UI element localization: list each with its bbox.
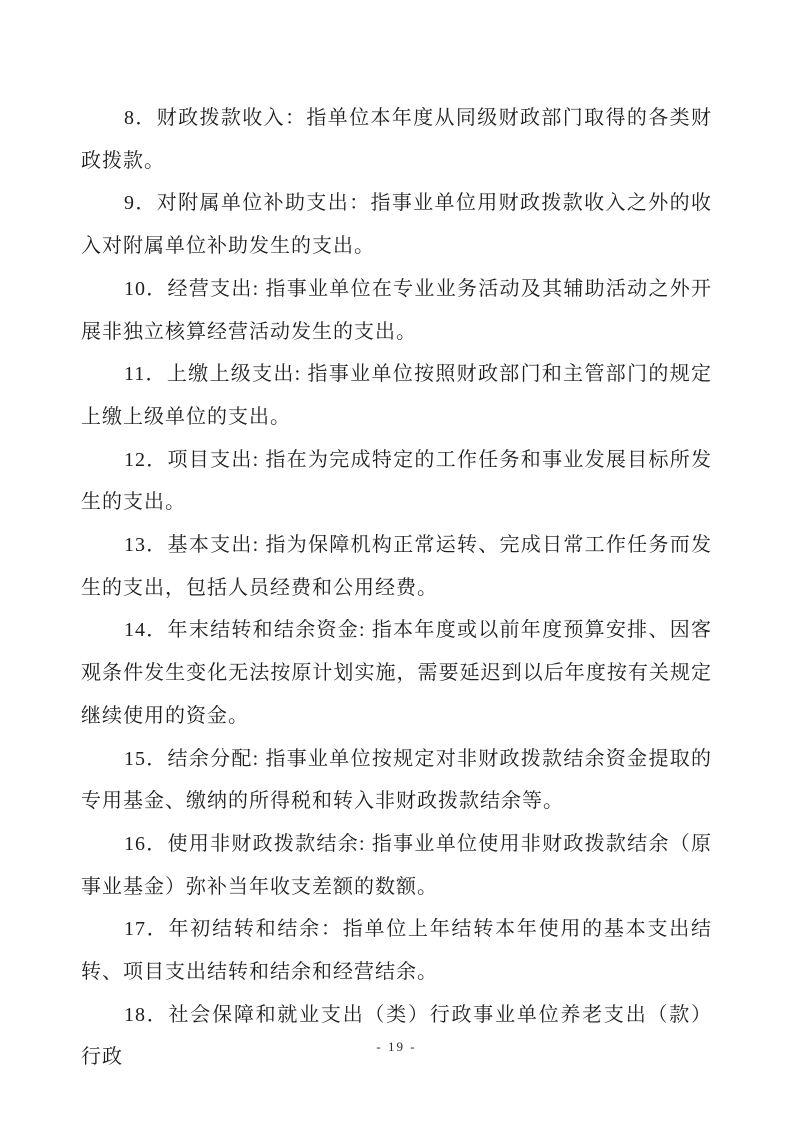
definition-paragraph-15: 15．结余分配: 指事业单位按规定对非财政拨款结余资金提取的专用基金、缴纳的所得税和转入非财政拨款结余等。 [81,747,712,813]
definition-paragraph-17: 17．年初结转和结余：指单位上年结转本年使用的基本支出结转、项目支出结转和结余和经营结余。 [81,918,712,984]
document-body [81,97,712,1079]
definition-paragraph-8: 8．财政拨款收入：指单位本年度从同级财政部门取得的各类财政拨款。 [81,107,712,172]
definition-paragraph-11: 11．上缴上级支出: 指事业单位按照财政部门和主管部门的规定上缴上级单位的支出。 [81,363,712,428]
definition-paragraph-10: 10．经营支出: 指事业单位在专业业务活动及其辅助活动之外开展非独立核算经营活动发生的支出。 [81,277,712,343]
definition-paragraph-12: 12．项目支出: 指在为完成特定的工作任务和事业发展目标所发生的支出。 [81,448,712,514]
definition-paragraph-14: 14．年末结转和结余资金: 指本年度或以前年度预算安排、因客观条件发生变化无法按原计划实施，需要延迟到以后年度按有关规定继续使用的资金。 [81,619,712,727]
page-footer [0,1038,793,1056]
definition-paragraph-18: 18．社会保障和就业支出（类）行政事业单位养老支出（款）行政 [81,1003,712,1069]
definition-paragraph-13: 13．基本支出: 指为保障机构正常运转、完成日常工作任务而发生的支出，包括人员经费和公用经费。 [81,534,712,599]
definition-paragraph-16: 16．使用非财政拨款结余: 指事业单位使用非财政拨款结余（原事业基金）弥补当年收支差额的数额。 [81,832,712,898]
page-number: - 19 - [376,1039,417,1054]
definition-paragraph-9: 9．对附属单位补助支出：指事业单位用财政拨款收入之外的收入对附属单位补助发生的支出。 [81,192,712,258]
